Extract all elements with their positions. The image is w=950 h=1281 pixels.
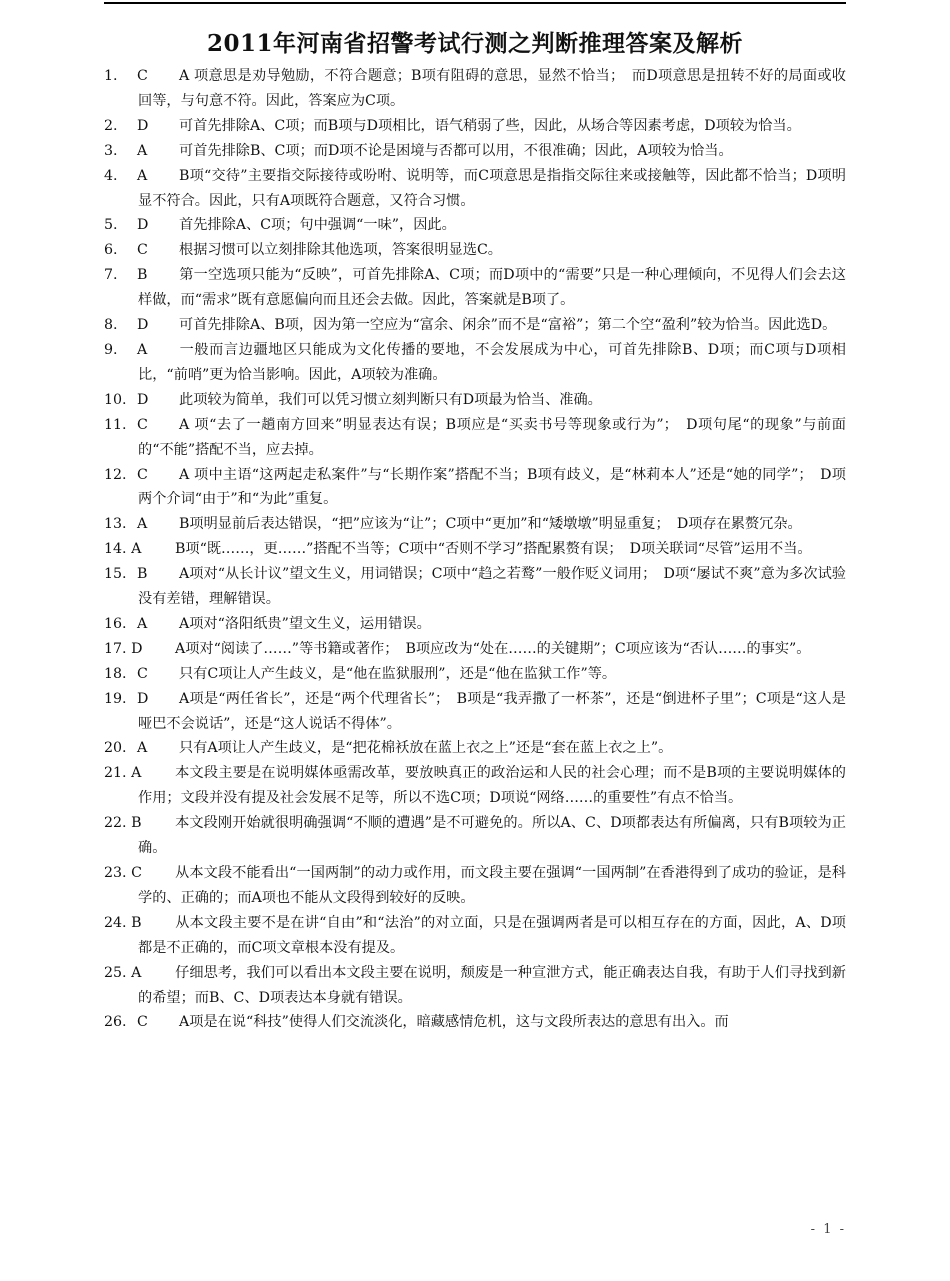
answer-item: [104, 388, 846, 413]
item-explanation: B项“交待”主要指交际接待或吩咐、说明等，而C项意思是指指交际往来或接触等，因此都不恰当；D项明显不符合。因此，只有A项既符合题意，又符合习惯。: [138, 167, 846, 209]
answer-item: [104, 64, 846, 114]
item-explanation: 本文段主要是在说明媒体亟需改革，要放映真正的政治运和人民的社会心理；而不是B项的主要说明媒体的作用；文段并没有提及社会发展不足等，所以不选C项；D项说“网络……的重要性”有点不恰当。: [138, 765, 846, 807]
item-number: 5.: [104, 217, 118, 234]
item-explanation: 仔细思考，我们可以看出本文段主要在说明，颓废是一种宣泄方式，能正确表达自我，有助于人们寻找到新的希望；而B、C、D项表达本身就有错误。: [138, 964, 846, 1006]
answer-item: [104, 338, 846, 388]
item-explanation: A项是“两任省长”，还是“两个代理省长”； B项是“我弄撒了一杯茶”，还是“倒进杯子里”；C项是“这人是哑巴不会说话”，还是“这人说话不得体”。: [138, 690, 846, 732]
answer-item: [104, 313, 846, 338]
item-explanation: 可首先排除A、B项，因为第一空应为“富余、闲余”而不是“富裕”；第二个空“盈利”较为恰当。因此选D。: [179, 317, 837, 334]
item-number: 20.: [104, 740, 127, 757]
item-number: 23. C: [104, 865, 142, 881]
answer-item: [104, 413, 846, 463]
item-explanation: 根据习惯可以立刻排除其他选项，答案很明显选C。: [179, 242, 502, 259]
answer-item: [104, 238, 846, 263]
answer-item: [104, 961, 846, 1011]
answer-item: [104, 463, 846, 513]
item-explanation: 从本文段不能看出“一国两制”的动力或作用，而文段主要在强调“一国两制”在香港得到了成功的验证，是科学的、正确的；而A项也不能从文段得到较好的反映。: [138, 865, 846, 906]
item-number: 11.: [104, 416, 127, 433]
item-answer: C: [137, 68, 148, 84]
answer-item: [104, 562, 846, 612]
item-number: 18.: [104, 665, 127, 682]
item-answer: C: [137, 1014, 148, 1031]
item-number: 21. A: [104, 765, 142, 782]
item-explanation: 第一空选项只能为“反映”，可首先排除A、C项；而D项中的“需要”只是一种心理倾向，不见得人们会去这样做，而“需求”既有意愿偏向而且还会去做。因此，答案就是B项了。: [138, 267, 846, 309]
item-explanation: A 项意思是劝导勉励，不符合题意；B项有阻碍的意思，显然不恰当； 而D项意思是扭转不好的局面或收回等，与句意不符。因此，答案应为C项。: [138, 68, 846, 109]
item-number: 14. A: [104, 541, 142, 558]
item-number: 1.: [104, 68, 118, 84]
page-title: 2011年河南省招警考试行测之判断推理答案及解析: [206, 30, 743, 57]
item-number: 17. D: [104, 640, 143, 657]
item-number: 10.: [104, 391, 127, 408]
answer-item: [104, 537, 846, 562]
item-explanation: B项“既……，更……”搭配不当等；C项中“否则不学习”搭配累赘有误； D项关联词“尽管”运用不当。: [175, 541, 812, 558]
item-explanation: 可首先排除A、C项；而B项与D项相比，语气稍弱了些，因此，从场合等因素考虑，D项较为恰当。: [179, 117, 801, 134]
answer-item: [104, 139, 846, 164]
item-explanation: 只有C项让人产生歧义，是“他在监狱服刑”，还是“他在监狱工作”等。: [179, 665, 617, 682]
top-rule: [104, 2, 846, 4]
answer-item: [104, 612, 846, 637]
answer-item: [104, 662, 846, 687]
item-answer: A: [137, 740, 148, 757]
answer-item: [104, 861, 846, 911]
answer-item: [104, 263, 846, 313]
item-explanation: B项明显前后表达错误，“把”应该为“让”；C项中“更加”和“矮墩墩”明显重复； D项存在累赘冗杂。: [179, 516, 802, 533]
item-answer: D: [137, 217, 149, 234]
item-number: 19.: [104, 690, 127, 707]
item-answer: D: [137, 391, 149, 408]
item-number: 2.: [104, 117, 118, 134]
answer-item: [104, 164, 846, 214]
item-explanation: 从本文段主要不是在讲“自由”和“法治”的对立面，只是在强调两者是可以相互存在的方面，因此，A、D项都是不正确的，而C项文章根本没有提及。: [138, 914, 846, 956]
item-answer: C: [137, 242, 148, 259]
item-number: 16.: [104, 615, 127, 632]
item-explanation: 一般而言边疆地区只能成为文化传播的要地，不会发展成为中心，可首先排除B、D项；而C项与D项相比，“前哨”更为恰当影响。因此，A项较为准确。: [138, 341, 846, 383]
item-number: 22. B: [104, 815, 142, 832]
answer-item: [104, 911, 846, 961]
item-explanation: 首先排除A、C项；句中强调“一味”，因此。: [179, 217, 456, 234]
item-explanation: A项对“洛阳纸贵”望文生义，运用错误。: [179, 615, 431, 632]
item-answer: D: [137, 317, 149, 334]
item-answer: A: [137, 615, 148, 632]
item-number: 12.: [104, 466, 127, 483]
item-answer: C: [137, 416, 148, 433]
item-explanation: 可首先排除B、C项；而D项不论是困境与否都可以用，不很准确；因此，A项较为恰当。: [179, 142, 733, 159]
item-answer: B: [137, 566, 148, 583]
item-number: 6.: [104, 242, 118, 259]
item-number: 9.: [104, 341, 118, 358]
answer-item: [104, 1010, 846, 1035]
item-explanation: A 项中主语“这两起走私案件”与“长期作案”搭配不当；B项有歧义，是“林莉本人”还是“她的同学”； D项两个介词“由于”和“为此”重复。: [138, 466, 846, 508]
item-number: 26.: [104, 1014, 127, 1031]
item-answer: A: [137, 341, 148, 358]
item-number: 7.: [104, 267, 118, 284]
item-answer: C: [137, 466, 148, 483]
answer-item: [104, 213, 846, 238]
item-answer: A: [137, 516, 148, 533]
item-answer: D: [137, 117, 149, 134]
answer-item: [104, 687, 846, 737]
page-number: - 1 -: [810, 1222, 846, 1237]
item-explanation: A 项“去了一趟南方回来”明显表达有误；B项应是“买卖书号等现象或行为”； D项句尾“的现象”与前面的“不能”搭配不当，应去掉。: [138, 416, 846, 458]
item-number: 25. A: [104, 964, 142, 981]
answer-item: [104, 811, 846, 861]
answer-item: [104, 761, 846, 811]
item-number: 15.: [104, 566, 127, 583]
answer-item: [104, 114, 846, 139]
item-number: 3.: [104, 142, 118, 159]
item-number: 8.: [104, 317, 118, 334]
item-answer: C: [137, 665, 148, 682]
item-number: 13.: [104, 516, 127, 533]
item-answer: A: [137, 142, 148, 159]
answer-list: [104, 64, 846, 1035]
answer-item: [104, 512, 846, 537]
item-explanation: A项对“阅读了……”等书籍或著作； B项应改为“处在……的关键期”；C项应该为“否认……的事实”。: [175, 640, 811, 657]
item-number: 4.: [104, 167, 118, 184]
item-explanation: A项是在说“科技”使得人们交流淡化，暗藏感情危机，这与文段所表达的意思有出入。而: [179, 1014, 729, 1031]
item-explanation: 此项较为简单，我们可以凭习惯立刻判断只有D项最为恰当、准确。: [179, 391, 602, 408]
item-answer: B: [137, 267, 148, 284]
item-explanation: 只有A项让人产生歧义，是“把花棉袄放在蓝上衣之上”还是“套在蓝上衣之上”。: [179, 740, 673, 757]
item-explanation: A项对“从长计议”望文生义，用词错误；C项中“趋之若鹜”一般作贬义词用； D项“屡试不爽”意为多次试验没有差错，理解错误。: [138, 566, 846, 608]
answer-item: [104, 736, 846, 761]
answer-item: [104, 637, 846, 662]
item-answer: D: [137, 690, 149, 707]
item-answer: A: [137, 167, 148, 184]
item-number: 24. B: [104, 914, 142, 931]
item-explanation: 本文段刚开始就很明确强调“不顺的遭遇”是不可避免的。所以A、C、D项都表达有所偏离，只有B项较为正确。: [138, 815, 846, 857]
